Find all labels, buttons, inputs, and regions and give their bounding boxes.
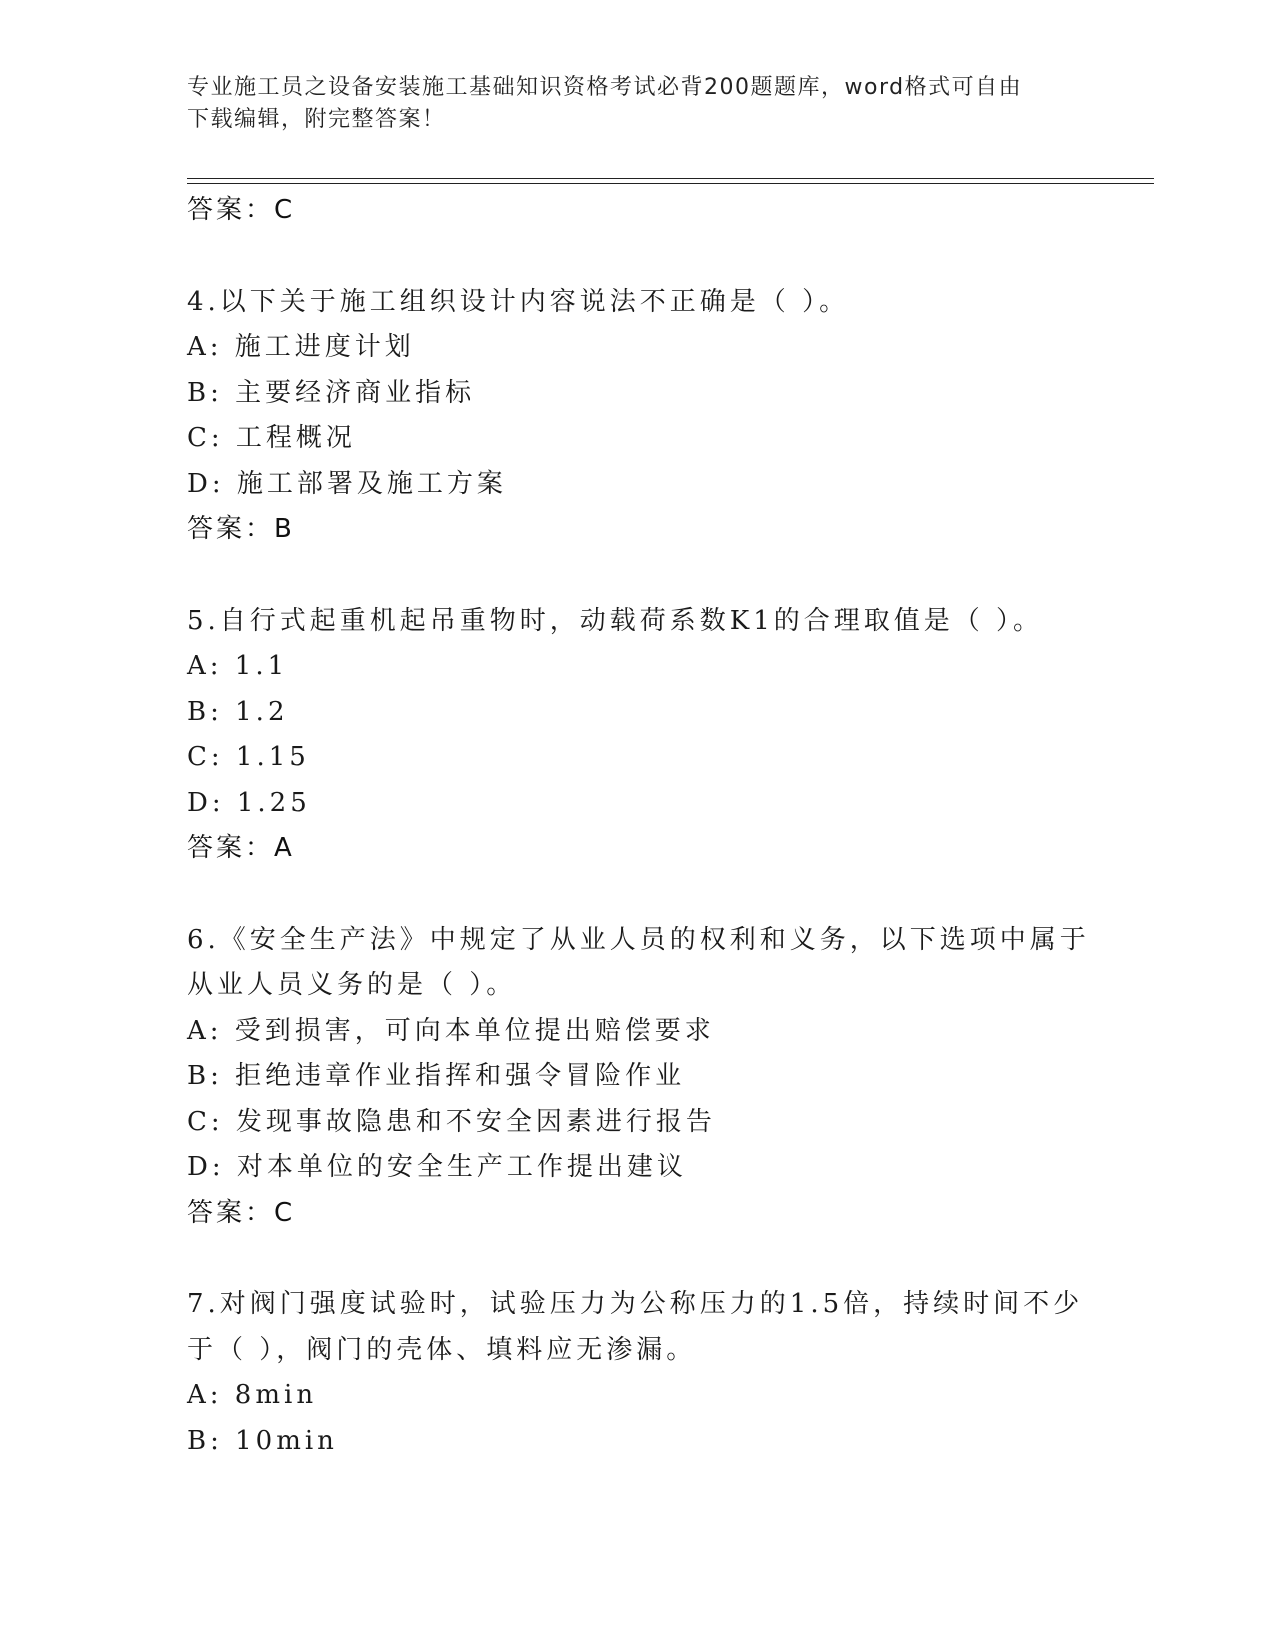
option-d: D: 对本单位的安全生产工作提出建议: [187, 1152, 687, 1182]
option-a: A: 受到损害，可向本单位提出赔偿要求: [187, 1015, 715, 1046]
previous-answer: 答案：C: [187, 195, 296, 225]
option-a: A: 1.1: [187, 651, 289, 681]
header-line-1: 专业施工员之设备安装施工基础知识资格考试必背200题题库，word格式可自由: [187, 75, 1023, 100]
option-c: C: 发现事故隐患和不安全因素进行报告: [187, 1106, 716, 1137]
option-b: B: 10min: [187, 1425, 338, 1456]
option-a: A: 施工进度计划: [187, 332, 415, 362]
header-rule-bottom: [187, 183, 1154, 184]
question-5: [187, 599, 1087, 872]
document-header: [187, 72, 1087, 136]
question-6: [187, 918, 1090, 1237]
option-d: D: 1.25: [187, 787, 311, 818]
header-rule-top: [187, 178, 1154, 179]
spacer: [187, 872, 1087, 918]
question-stem-line-2: 从业人员义务的是（ ）。: [187, 970, 517, 1000]
question-answer: 答案：B: [187, 514, 295, 544]
question-answer: 答案：A: [187, 833, 295, 863]
question-stem-line-1: 6.《安全生产法》中规定了从业人员的权利和义务，以下选项中属于: [187, 924, 1090, 955]
option-b: B: 拒绝违章作业指挥和强令冒险作业: [187, 1061, 686, 1091]
spacer: [187, 234, 1087, 280]
header-line-2: 下载编辑，附完整答案！: [187, 107, 446, 132]
option-a: A: 8min: [187, 1380, 318, 1410]
spacer: [187, 1236, 1087, 1282]
question-content: [187, 188, 1090, 1464]
question-answer: 答案：C: [187, 1197, 296, 1228]
option-b: B: 1.2: [187, 696, 289, 727]
question-stem-line-1: 7.对阀门强度试验时，试验压力为公称压力的1.5倍，持续时间不少: [187, 1289, 1084, 1319]
option-c: C: 工程概况: [187, 423, 356, 453]
option-c: C: 1.15: [187, 742, 310, 772]
question-stem-line-2: 于（ ），阀门的壳体、填料应无渗漏。: [187, 1334, 697, 1365]
question-7: [187, 1282, 1087, 1464]
option-b: B: 主要经济商业指标: [187, 377, 476, 408]
question-4: [187, 280, 1087, 553]
question-stem: 4.以下关于施工组织设计内容说法不正确是（ ）。: [187, 286, 850, 317]
option-d: D: 施工部署及施工方案: [187, 468, 507, 499]
spacer: [187, 553, 1087, 599]
question-stem: 5.自行式起重机起吊重物时，动载荷系数K1的合理取值是（ ）。: [187, 605, 1044, 636]
